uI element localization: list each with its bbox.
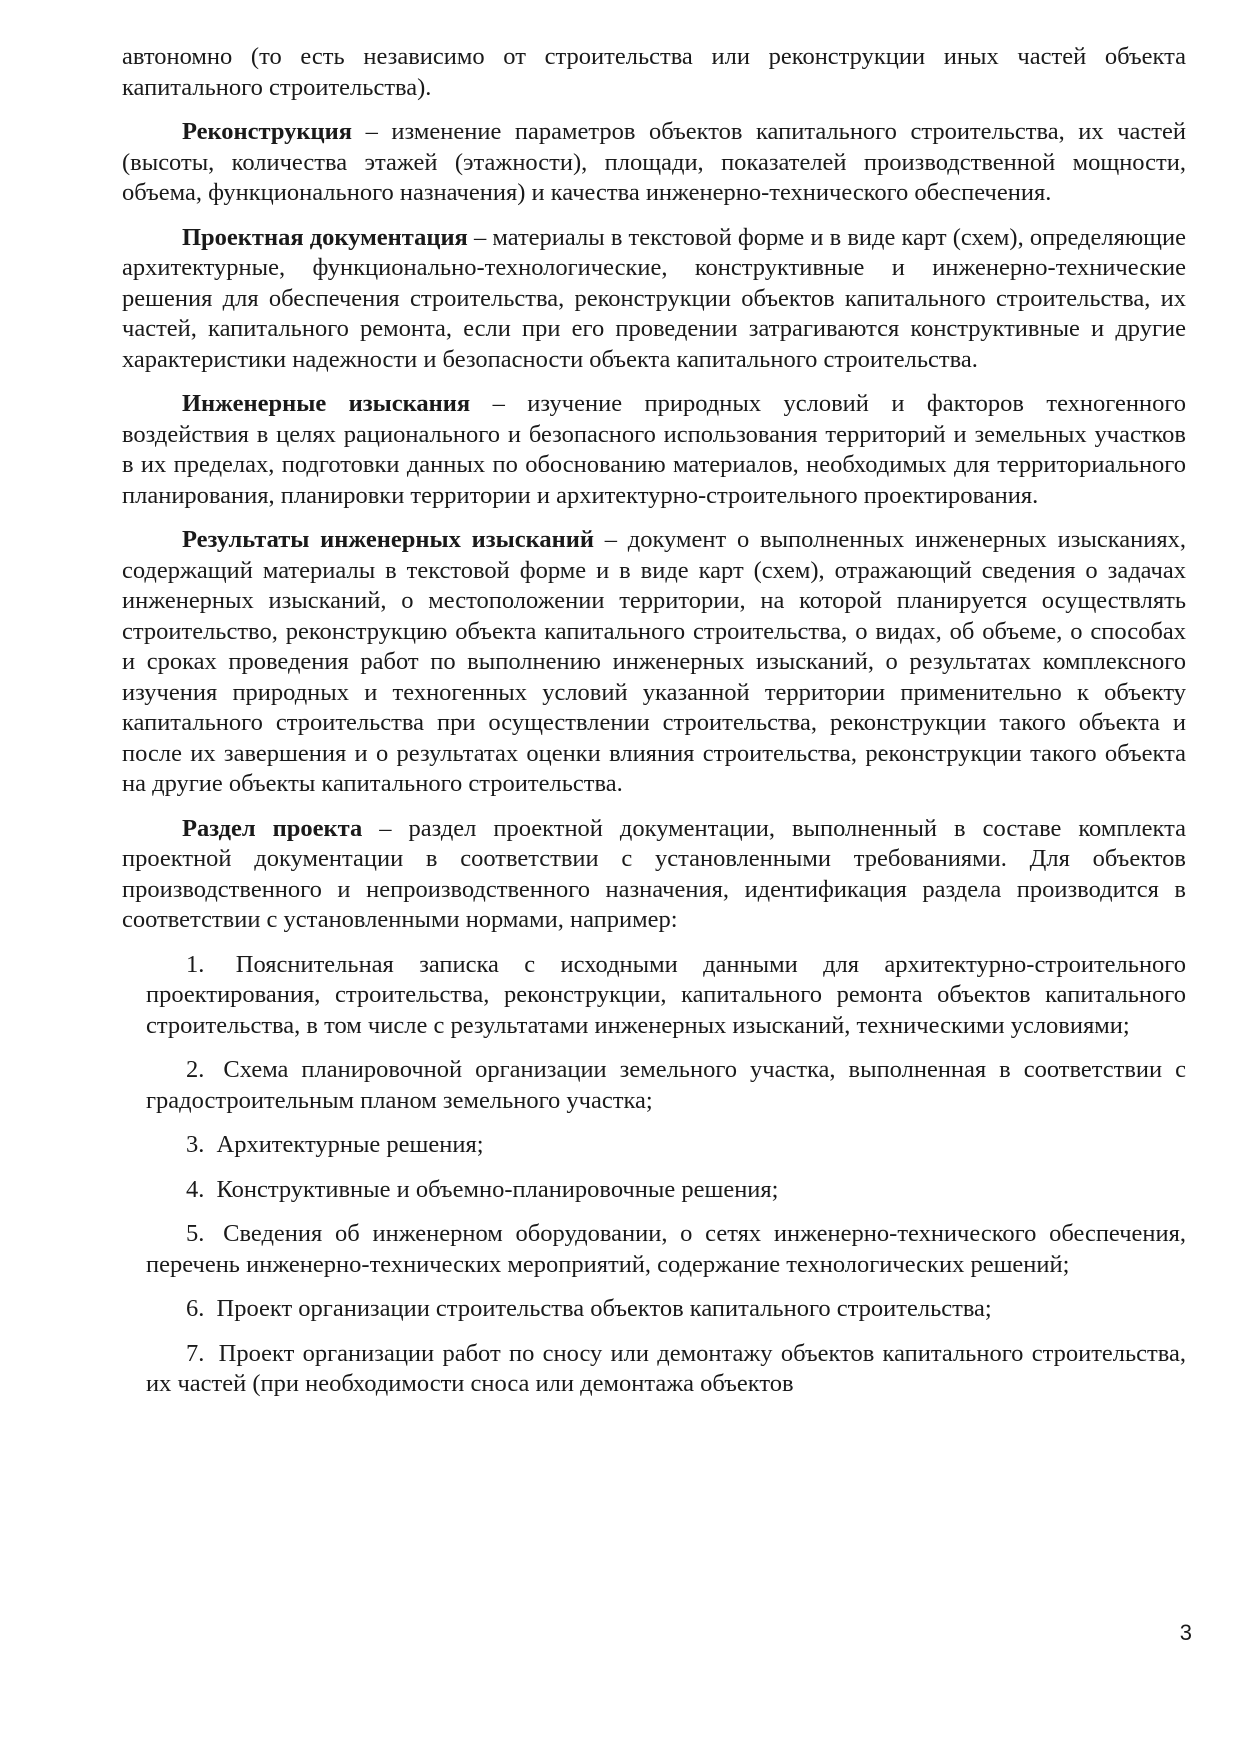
definition-text: – изменение параметров объектов капитального строительства, их частей (высоты, количества этажей (этажности), площади, показателей производственной мощности, объема, функционального назначения) и качества инженерно-технического обеспечения. <box>122 118 1186 206</box>
definition-term: Инженерные изыскания <box>182 390 471 417</box>
sections-list <box>146 950 1186 1400</box>
definition-term: Раздел проекта <box>182 814 363 842</box>
definition-survey-results <box>122 525 1186 800</box>
definition-project-section <box>122 814 1186 936</box>
list-item <box>146 1055 1186 1116</box>
list-item-text: Пояснительная записка с исходными данными для архитектурно-строительного проектирования, строительства, реконструкции, капитального ремонта объектов капитального строительства, в том числе с результатами инженерных изысканий, техническими условиями; <box>146 950 1186 1039</box>
list-item-text: Проект организации работ по сносу или демонтажу объектов капитального строительства, их частей (при необходимости сноса или демонтажа объектов <box>146 1339 1186 1397</box>
definition-term: Результаты инженерных изысканий <box>182 526 594 553</box>
list-item <box>146 950 1186 1042</box>
list-item <box>146 1175 1186 1206</box>
list-item <box>146 1219 1186 1280</box>
definition-reconstruction <box>122 117 1186 209</box>
definition-text: – документ о выполненных инженерных изысканиях, содержащий материалы в текстовой форме и в виде карт (схем), отражающий сведения о задачах инженерных изысканий, о местоположении территории, на которой планируется осуществлять строительство, реконструкцию объекта капитального строительства, о видах, об объеме, о способах и сроках проведения работ по выполнению инженерных изысканий, о результатах комплексного изучения природных и техногенных условий указанной территории применительно к объекту капитального строительства при осуществлении строительства, реконструкции такого объекта и после их завершения и о результатах оценки влияния строительства, реконструкции такого объекта на другие объекты капитального строительства. <box>122 526 1186 797</box>
list-item-number: 2. <box>186 1056 205 1083</box>
list-item-text: Конструктивные и объемно-планировочные решения; <box>216 1175 779 1203</box>
list-item-number: 1. <box>186 950 205 978</box>
intro-paragraph: автономно (то есть независимо от строительства или реконструкции иных частей объекта капитального строительства). <box>122 43 1186 101</box>
page-number: 3 <box>1179 1620 1192 1645</box>
list-item-number: 4. <box>186 1175 205 1203</box>
list-item <box>146 1294 1186 1325</box>
list-item-text: Схема планировочной организации земельного участка, выполненная в соответствии с градостроительным планом земельного участка; <box>146 1056 1186 1114</box>
list-item-number: 6. <box>186 1295 205 1322</box>
list-item-number: 5. <box>186 1220 205 1247</box>
definition-project-documentation <box>122 223 1186 376</box>
list-item-number: 7. <box>186 1339 205 1367</box>
definition-engineering-surveys <box>122 389 1186 511</box>
document-page <box>122 42 1186 1414</box>
list-item-text: Проект организации строительства объектов капитального строительства; <box>216 1295 992 1322</box>
definition-term: Проектная документация <box>182 223 468 251</box>
list-item <box>146 1339 1186 1400</box>
list-item-number: 3. <box>186 1131 205 1158</box>
definition-term: Реконструкция <box>182 118 353 145</box>
list-item-text: Сведения об инженерном оборудовании, о сетях инженерно-технического обеспечения, перечень инженерно-технических мероприятий, содержание технологических решений; <box>146 1220 1187 1278</box>
definition-text: – раздел проектной документации, выполненный в составе комплекта проектной документации в соответствии с установленными требованиями. Для объектов производственного и непроизводственного назначения, идентификация раздела производится в соответствии с установленными нормами, например: <box>122 814 1186 933</box>
list-item-text: Архитектурные решения; <box>216 1131 484 1158</box>
definition-text: – изучение природных условий и факторов техногенного воздействия в целях рационального и безопасного использования территорий и земельных участков в их пределах, подготовки данных по обоснованию материалов, необходимых для территориального планирования, планировки территории и архитектурно-строительного проектирования. <box>122 390 1187 509</box>
list-item <box>146 1130 1186 1161</box>
definition-text: – материалы в текстовой форме и в виде карт (схем), определяющие архитектурные, функционально-технологические, конструктивные и инженерно-технические решения для обеспечения строительства, реконструкции объектов капитального строительства, их частей, капитального ремонта, если при его проведении затрагиваются конструктивные и другие характеристики надежности и безопасности объекта капитального строительства. <box>122 223 1187 373</box>
